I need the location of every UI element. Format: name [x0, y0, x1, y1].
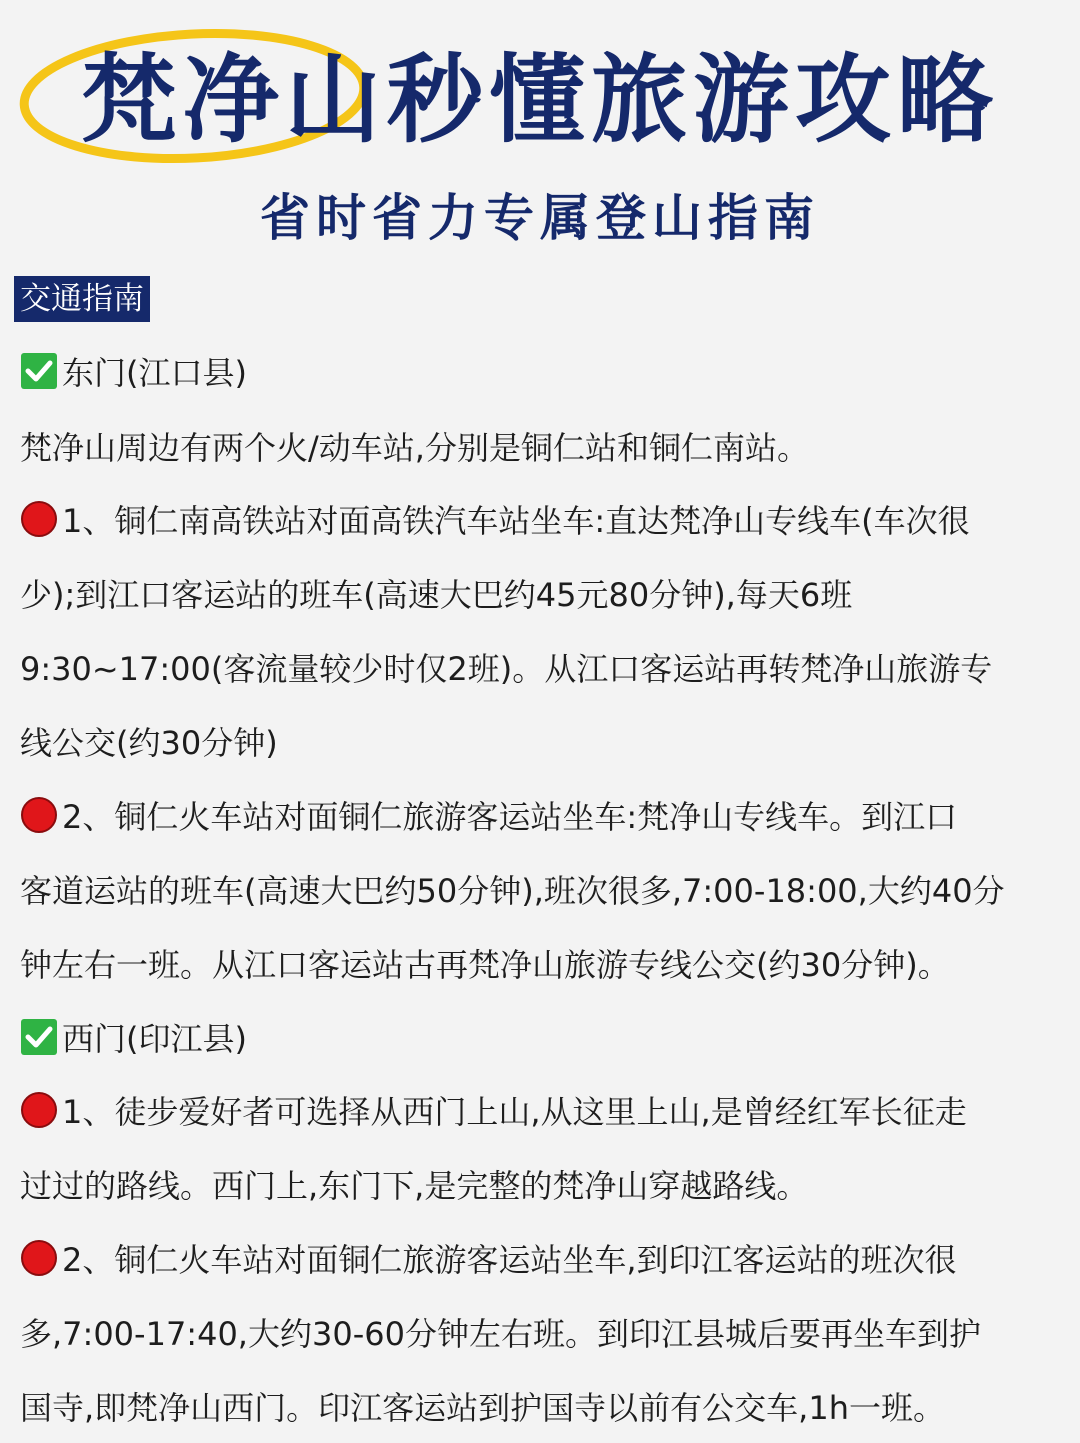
red-circle-icon	[20, 1239, 58, 1277]
west-gate-heading	[20, 1017, 1065, 1061]
west-gate-label: 西门(印江县)	[62, 1020, 247, 1058]
page-subtitle: 省时省力专属登山指南	[260, 189, 820, 247]
east-item2-line2: 客道运站的班车(高速大巴约50分钟),班次很多,7:00-18:00,大约40分	[20, 872, 1005, 910]
west-item2-text-1: 2、铜仁火车站对面铜仁旅游客运站坐车,到印江客运站的班次很	[62, 1241, 957, 1279]
red-circle-icon	[20, 1091, 58, 1129]
red-circle-icon	[20, 500, 58, 538]
east-item1-text-1: 1、铜仁南高铁站对面高铁汽车站坐车:直达梵净山专线车(车次很	[62, 502, 970, 540]
east-item1-line1	[20, 499, 1065, 543]
east-item1-line3: 9:30~17:00(客流量较少时仅2班)。从江口客运站再转梵净山旅游专	[20, 650, 993, 688]
east-item1-line4: 线公交(约30分钟)	[20, 724, 278, 762]
red-circle-icon	[20, 796, 58, 834]
east-intro: 梵净山周边有两个火/动车站,分别是铜仁站和铜仁南站。	[20, 429, 809, 467]
check-mark-icon	[20, 352, 58, 390]
check-mark-icon	[20, 1018, 58, 1056]
page-title: 梵净山秒懂旅游攻略	[81, 44, 999, 156]
east-gate-heading	[20, 351, 1065, 395]
west-item1-line2: 过过的路线。西门上,东门下,是完整的梵净山穿越路线。	[20, 1167, 809, 1205]
east-item2-line1	[20, 795, 1065, 839]
west-item1-line1	[20, 1090, 1065, 1134]
west-item1-text-1: 1、徒步爱好者可选择从西门上山,从这里上山,是曾经红军长征走	[62, 1093, 967, 1131]
east-item2-line3: 钟左右一班。从江口客运站古再梵净山旅游专线公交(约30分钟)。	[20, 946, 950, 984]
west-item2-line2: 多,7:00-17:40,大约30-60分钟左右班。到印江县城后要再坐车到护	[20, 1315, 981, 1353]
east-item2-text-1: 2、铜仁火车站对面铜仁旅游客运站坐车:梵净山专线车。到江口	[62, 798, 958, 836]
section-tag-transport: 交通指南	[14, 276, 150, 322]
west-item2-line3: 国寺,即梵净山西门。印江客运站到护国寺以前有公交车,1h一班。	[20, 1389, 945, 1427]
west-item2-line1	[20, 1238, 1065, 1282]
title-block	[0, 22, 1080, 172]
east-gate-label: 东门(江口县)	[62, 354, 247, 392]
east-item1-line2: 少);到江口客运站的班车(高速大巴约45元80分钟),每天6班	[20, 576, 853, 614]
